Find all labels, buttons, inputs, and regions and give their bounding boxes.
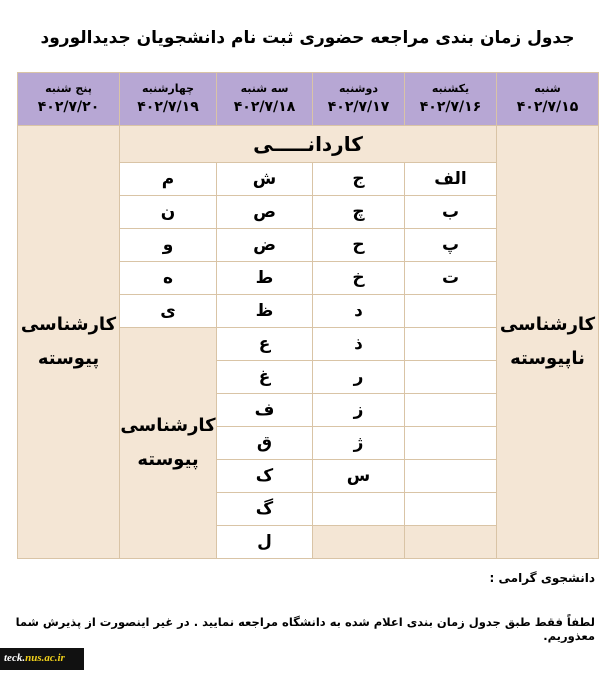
letter-cell: م: [120, 163, 217, 196]
letter-cell: ی: [120, 295, 217, 328]
site-url-badge: [0, 648, 84, 670]
url-prefix: teck.: [4, 652, 26, 664]
letter-cell: الف: [405, 163, 497, 196]
letter-cell: ظ: [217, 295, 313, 328]
header-row: [18, 73, 599, 126]
letter-cell: چ: [313, 196, 405, 229]
footer-note: لطفاً فقط طبق جدول زمان بندی اعلام شده به دانشگاه مراجعه نمایید . در غیر اینصورت از پذیرش شما معذوریم.: [15, 615, 595, 643]
header-cell: دوشنبه ۴۰۲/۷/۱۷: [313, 73, 405, 126]
header-cell: سه شنبه ۴۰۲/۷/۱۸: [217, 73, 313, 126]
empty-cell: [313, 526, 405, 559]
schedule-table: [17, 72, 599, 559]
letter-cell: ع: [217, 328, 313, 361]
letter-cell: ت: [405, 262, 497, 295]
letter-cell: ژ: [313, 427, 405, 460]
letter-cell: [405, 460, 497, 493]
letter-cell: س: [313, 460, 405, 493]
letter-cell: ل: [217, 526, 313, 559]
inner-pivasteh-label: کارشناسی پیوسته: [120, 328, 217, 559]
header-cell: شنبه ۴۰۲/۷/۱۵: [497, 73, 599, 126]
letter-cell: [405, 295, 497, 328]
letter-cell: [405, 328, 497, 361]
letter-cell: ج: [313, 163, 405, 196]
letter-cell: و: [120, 229, 217, 262]
letter-cell: ح: [313, 229, 405, 262]
header-cell: یکشنبه ۴۰۲/۷/۱۶: [405, 73, 497, 126]
side-label-right: کارشناسی ناپیوسته: [497, 126, 599, 559]
letter-cell: [405, 394, 497, 427]
letter-cell: [405, 427, 497, 460]
header-cell: پنج شنبه ۴۰۲/۷/۲۰: [18, 73, 120, 126]
letter-cell: ش: [217, 163, 313, 196]
letter-cell: خ: [313, 262, 405, 295]
letter-cell: غ: [217, 361, 313, 394]
letter-cell: ف: [217, 394, 313, 427]
letter-cell: پ: [405, 229, 497, 262]
letter-cell: ر: [313, 361, 405, 394]
letter-cell: ص: [217, 196, 313, 229]
kardani-band: کاردانـــــی: [120, 126, 497, 163]
header-cell: چهارشنبه ۴۰۲/۷/۱۹: [120, 73, 217, 126]
footer-greeting: دانشجوی گرامی :: [489, 571, 595, 585]
empty-cell: [405, 526, 497, 559]
letter-cell: ذ: [313, 328, 405, 361]
letter-cell: ط: [217, 262, 313, 295]
side-label-left: کارشناسی پیوسته: [18, 126, 120, 559]
letter-cell: [313, 493, 405, 526]
letter-cell: ق: [217, 427, 313, 460]
letter-cell: ب: [405, 196, 497, 229]
letter-cell: [405, 361, 497, 394]
letter-cell: ه: [120, 262, 217, 295]
page-title: جدول زمان بندی مراجعه حضوری ثبت نام دانشجویان جدیدالورود: [40, 28, 575, 48]
url-domain: nus.ac.ir: [25, 652, 65, 664]
letter-cell: ن: [120, 196, 217, 229]
letter-cell: گ: [217, 493, 313, 526]
letter-cell: [405, 493, 497, 526]
letter-cell: د: [313, 295, 405, 328]
letter-cell: ز: [313, 394, 405, 427]
letter-cell: ض: [217, 229, 313, 262]
letter-cell: ک: [217, 460, 313, 493]
